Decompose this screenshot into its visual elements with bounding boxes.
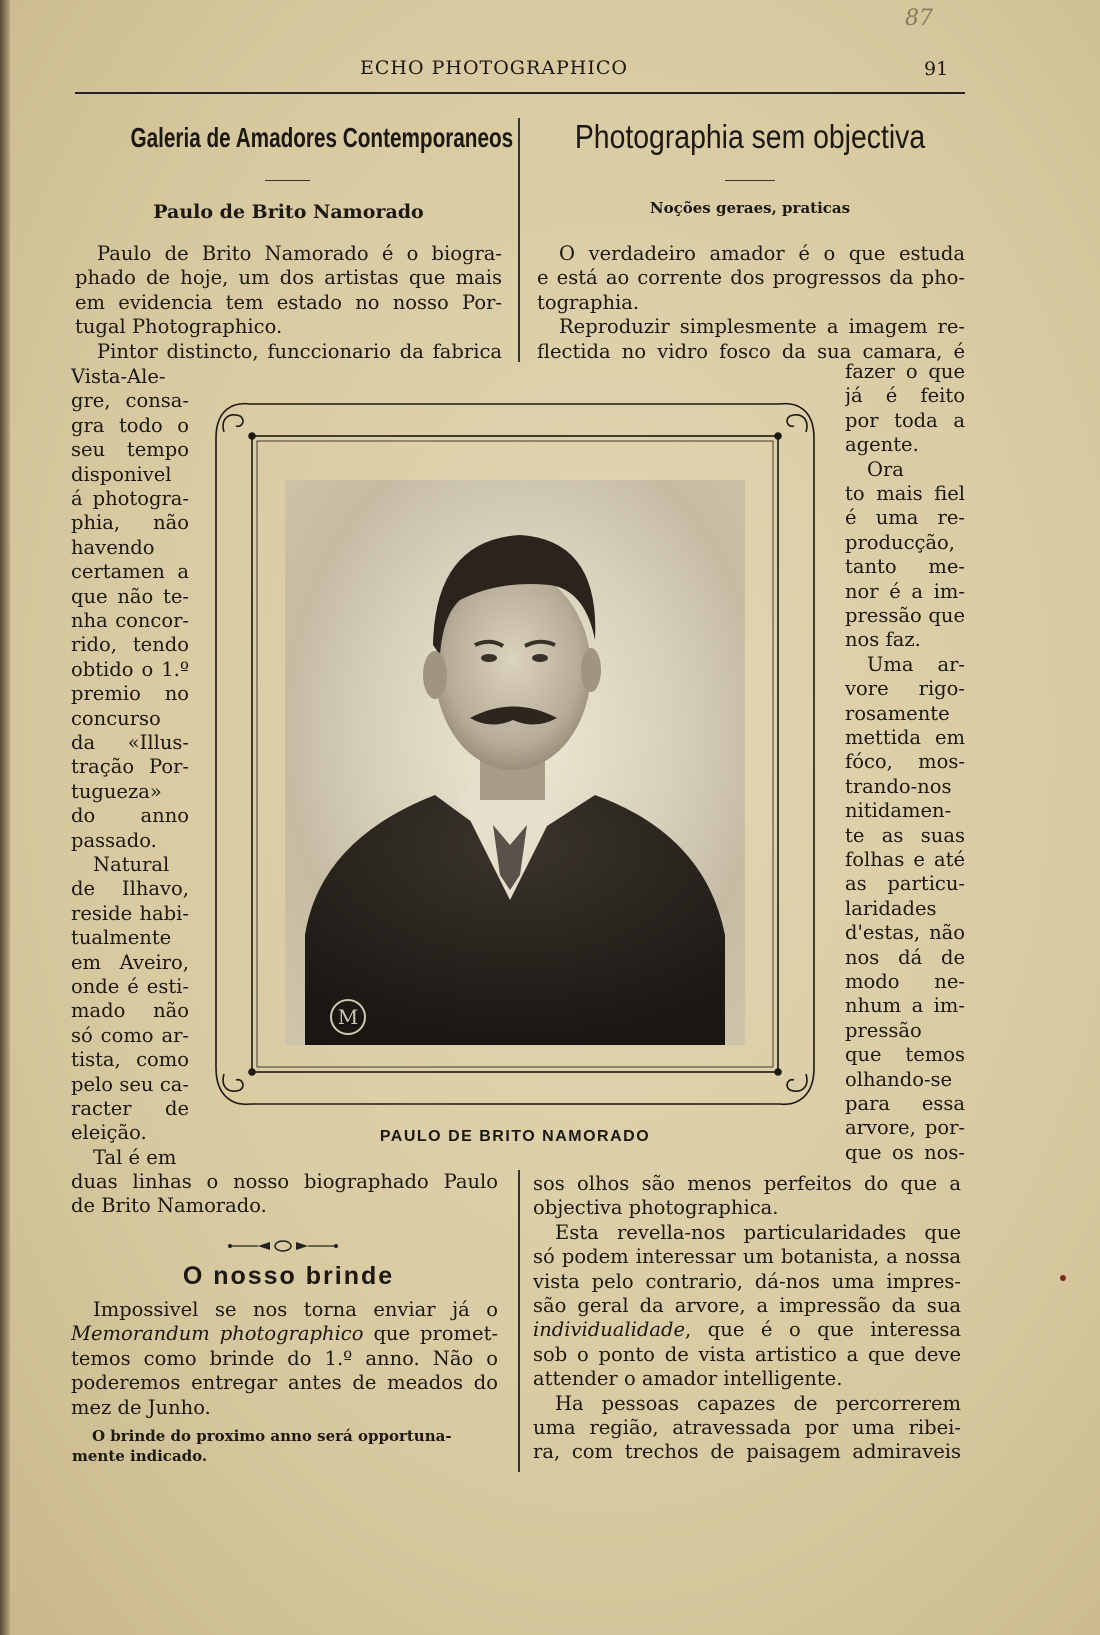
text-line: pelo seu ca- — [71, 1072, 189, 1096]
text-line: modo ne- — [845, 970, 965, 993]
right-article-subtitle: Noções geraes, praticas — [649, 199, 851, 217]
note-line: O brinde do proximo anno será opportuna- — [92, 1427, 452, 1445]
text-line: que os nos- — [845, 1140, 965, 1164]
text-line: onde é esti- — [71, 975, 189, 998]
text-line: disponivel — [71, 462, 172, 486]
text-line: uma região, atravessada por uma ribei- — [533, 1416, 961, 1439]
text-line: são geral da arvore, a impressão da sua — [533, 1294, 961, 1317]
text-line: Esta revella-nos particularidades que — [555, 1220, 961, 1244]
text-line: duas linhas o nosso biographado Paulo — [71, 1170, 498, 1193]
text-line: de Brito Namorado. — [71, 1194, 267, 1218]
text-line: só podem interessar um botanista, a nossa — [533, 1245, 961, 1269]
text-line: em Aveiro, — [71, 950, 189, 974]
text-line: em evidencia tem estado no nosso Por- — [75, 290, 502, 314]
text-line: nitidamen- — [845, 799, 952, 823]
text-line: que não te- — [71, 584, 189, 608]
text-line: premio no — [71, 682, 189, 706]
text-line: que temos — [845, 1043, 965, 1067]
text-line: producção, — [845, 530, 955, 554]
text-line: Natural — [93, 853, 170, 876]
text-line: arvore, por- — [845, 1116, 965, 1140]
text-line: olhando-se — [845, 1067, 953, 1091]
text-line: Ha pessoas capazes de percorrerem — [555, 1391, 961, 1415]
text-line: mez de Junho. — [71, 1395, 211, 1419]
text-line: laridades — [845, 896, 937, 920]
text-line: sos olhos são menos perfeitos do que a — [533, 1172, 961, 1195]
text-line: Memorandum photographico que promet- — [71, 1322, 498, 1346]
ink-spot — [1060, 1275, 1066, 1281]
text-line: fazer o que — [845, 360, 965, 383]
text-line: é uma re- — [845, 506, 965, 530]
text-line: seu tempo — [71, 438, 189, 462]
text-line: folhas e até — [845, 848, 965, 871]
monogram: M — [337, 1005, 359, 1029]
text-line: Reproduzir simplesmente a imagem re- — [559, 315, 965, 339]
text-line: nos faz. — [845, 628, 921, 652]
text-line: ra, com trechos de paisagem admiraveis — [533, 1440, 961, 1464]
text-line: Uma ar- — [867, 652, 965, 676]
page-number: 91 — [924, 58, 949, 80]
text-line: as particu- — [845, 872, 965, 896]
text-line: reside habi- — [71, 901, 189, 925]
text-line: temos como brinde do 1.º anno. Não o — [71, 1346, 498, 1370]
text-line: por toda a — [845, 408, 965, 432]
text-line: tugal Photographico. — [75, 315, 283, 339]
text-line: nor é a im- — [845, 579, 965, 603]
text-line: havendo — [71, 535, 155, 559]
text-line: gra todo o — [71, 413, 189, 437]
header-rule — [75, 92, 965, 94]
text-line: phia, não — [71, 511, 189, 535]
text-line: Ora — [867, 457, 904, 481]
text-line: pressão — [845, 1018, 922, 1042]
text-line: rido, tendo — [71, 633, 189, 657]
right-article-title: Photographia sem objectiva — [574, 118, 926, 155]
text-line: vore rigo- — [845, 677, 965, 701]
portrait-caption: PAULO DE BRITO NAMORADO — [379, 1128, 651, 1145]
text-line: pressão que — [845, 604, 965, 627]
text-line: da «Illus- — [71, 731, 189, 754]
text-line: phado de hoje, um dos artistas que mais — [75, 266, 502, 290]
text-line: mado não — [71, 999, 189, 1023]
text-line: tographia. — [537, 290, 640, 314]
text-line: trando-nos — [845, 774, 952, 798]
left-article-subtitle: Paulo de Brito Namorado — [153, 201, 424, 223]
text-line: tualmente — [71, 926, 172, 950]
text-line: vista pelo contrario, dá-nos uma impres- — [533, 1269, 961, 1293]
text-line: nha concor- — [71, 609, 189, 632]
text-line: do anno — [71, 804, 189, 828]
text-line: sob o ponto de vista artistico a que deve — [533, 1342, 961, 1366]
text-line: racter de — [71, 1097, 189, 1120]
running-title: ECHO PHOTOGRAPHICO — [360, 57, 628, 79]
text-line: d'estas, não — [845, 921, 965, 945]
left-article-title: Galeria de Amadores Contemporaneos — [130, 122, 514, 153]
text-line: attender o amador intelligente. — [533, 1367, 843, 1391]
text-line: rosamente — [845, 701, 950, 725]
text-line: de Ilhavo, — [71, 877, 189, 901]
text-line: nhum a im- — [845, 994, 965, 1018]
text-line: á photogra- — [71, 487, 189, 510]
text-line: individualidade, que é o que interessa — [533, 1318, 961, 1342]
text-line: tanto me- — [845, 555, 965, 579]
text-line: mettida em — [845, 726, 965, 749]
book-spine-edge — [0, 0, 10, 1635]
text-line: O verdadeiro amador é o que estuda — [559, 242, 965, 265]
note-line: mente indicado. — [72, 1447, 208, 1465]
text-line: nos dá de — [845, 945, 965, 969]
text-line: flectida no vidro fosco da sua camara, é — [537, 339, 965, 363]
column-rule-top — [518, 118, 520, 362]
text-line: Tal é em — [93, 1145, 177, 1169]
text-line: tista, como — [71, 1048, 189, 1072]
text-line: eleição. — [71, 1121, 147, 1145]
text-line: Pintor distincto, funccionario da fabrica — [97, 339, 502, 363]
text-line: tração Por- — [71, 755, 189, 779]
text-line: certamen a — [71, 560, 189, 584]
text-line: concurso — [71, 706, 161, 730]
portrait-frame — [210, 398, 820, 1110]
text-line: fóco, mos- — [845, 750, 965, 774]
text-line: já é feito — [845, 384, 965, 408]
text-line: to mais fiel — [845, 482, 965, 505]
text-line: obtido o 1.º — [71, 657, 189, 681]
text-line: tugueza» — [71, 779, 162, 803]
text-line: Impossivel se nos torna enviar já o — [93, 1298, 498, 1321]
column-rule-bottom — [518, 1170, 520, 1472]
section-ornament — [228, 1238, 338, 1257]
text-line: agente. — [845, 433, 919, 457]
text-line: Paulo de Brito Namorado é o biogra- — [97, 242, 502, 265]
text-line: só como ar- — [71, 1023, 189, 1047]
text-line: te as suas — [845, 823, 965, 847]
title-divider-right — [725, 180, 775, 181]
brinde-title: O nosso brinde — [182, 1262, 395, 1290]
title-divider-left — [265, 180, 310, 181]
text-line: passado. — [71, 828, 157, 852]
text-line: Vista-Ale- — [71, 365, 166, 388]
handwritten-page-note: 87 — [905, 6, 933, 31]
text-line: objectiva photographica. — [533, 1196, 779, 1220]
text-line: gre, consa- — [71, 389, 189, 413]
text-line: poderemos entregar antes de meados do — [71, 1371, 498, 1395]
text-line: e está ao corrente dos progressos da pho- — [537, 266, 965, 290]
text-line: para essa — [845, 1092, 965, 1115]
